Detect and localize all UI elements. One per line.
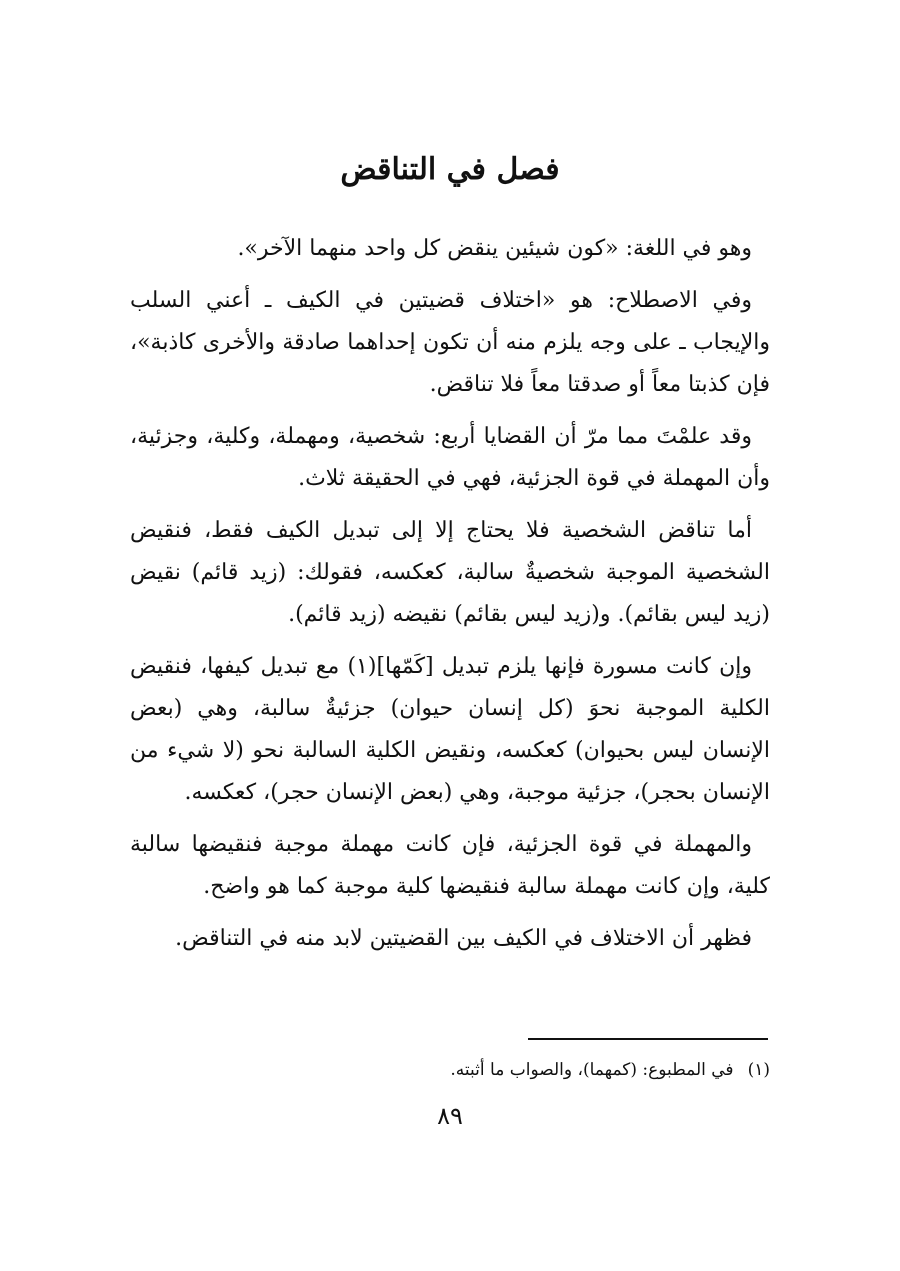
paragraph-indefinite-contradiction: والمهملة في قوة الجزئية، فإن كانت مهملة موجبة فنقيضها سالبة كلية، وإن كانت مهملة سالبة فنقيضها كلية موجبة كما هو واضح. <box>130 832 770 899</box>
paragraph-definition-language: وهو في اللغة: «كون شيئين ينقض كل واحد منهما الآخر». <box>237 236 752 261</box>
footnote-text: في المطبوع: (كمهما)، والصواب ما أثبته. <box>450 1060 734 1080</box>
paragraph-definition-term: وفي الاصطلاح: هو «اختلاف قضيتين في الكيف ـ أعني السلب والإيجاب ـ على وجه يلزم منه أن تكون إحداهما صادقة والأخرى كاذبة»، فإن كذبتا معاً أو صدقتا معاً فلا تناقض. <box>130 288 770 397</box>
page-number: ٨٩ <box>437 1102 463 1130</box>
paragraph-conclusion: فظهر أن الاختلاف في الكيف بين القضيتين لابد منه في التناقض. <box>175 926 752 951</box>
main-text <box>130 228 770 970</box>
footnote <box>130 1056 770 1084</box>
paragraph-propositions-types: وقد علمْتَ مما مرّ أن القضايا أربع: شخصية، ومهملة، وكلية، وجزئية، وأن المهملة في قوة الجزئية، فهي في الحقيقة ثلاث. <box>130 424 770 491</box>
paragraph-quantified-contradiction: وإن كانت مسورة فإنها يلزم تبديل [كَمّها](١) مع تبديل كيفها، فنقيض الكلية الموجبة نحوَ (كل إنسان حيوان) جزئيةٌ سالبة، وهي (بعض الإنسان ليس بحيوان) كعكسه، ونقيض الكلية السالبة نحو (لا شيء من الإنسان بحجر)، جزئية موجبة، وهي (بعض الإنسان حجر)، كعكسه. <box>130 654 770 805</box>
footnote-marker: (١) <box>747 1060 770 1080</box>
paragraph-singular-contradiction: أما تناقض الشخصية فلا يحتاج إلا إلى تبديل الكيف فقط، فنقيض الشخصية الموجبة شخصيةٌ سالبة، كعكسه، فقولك: (زيد قائم) نقيض (زيد ليس بقائم). و(زيد ليس بقائم) نقيضه (زيد قائم). <box>130 518 770 627</box>
footnote-separator <box>528 1038 768 1040</box>
section-title: فصل في التناقض <box>340 152 560 187</box>
